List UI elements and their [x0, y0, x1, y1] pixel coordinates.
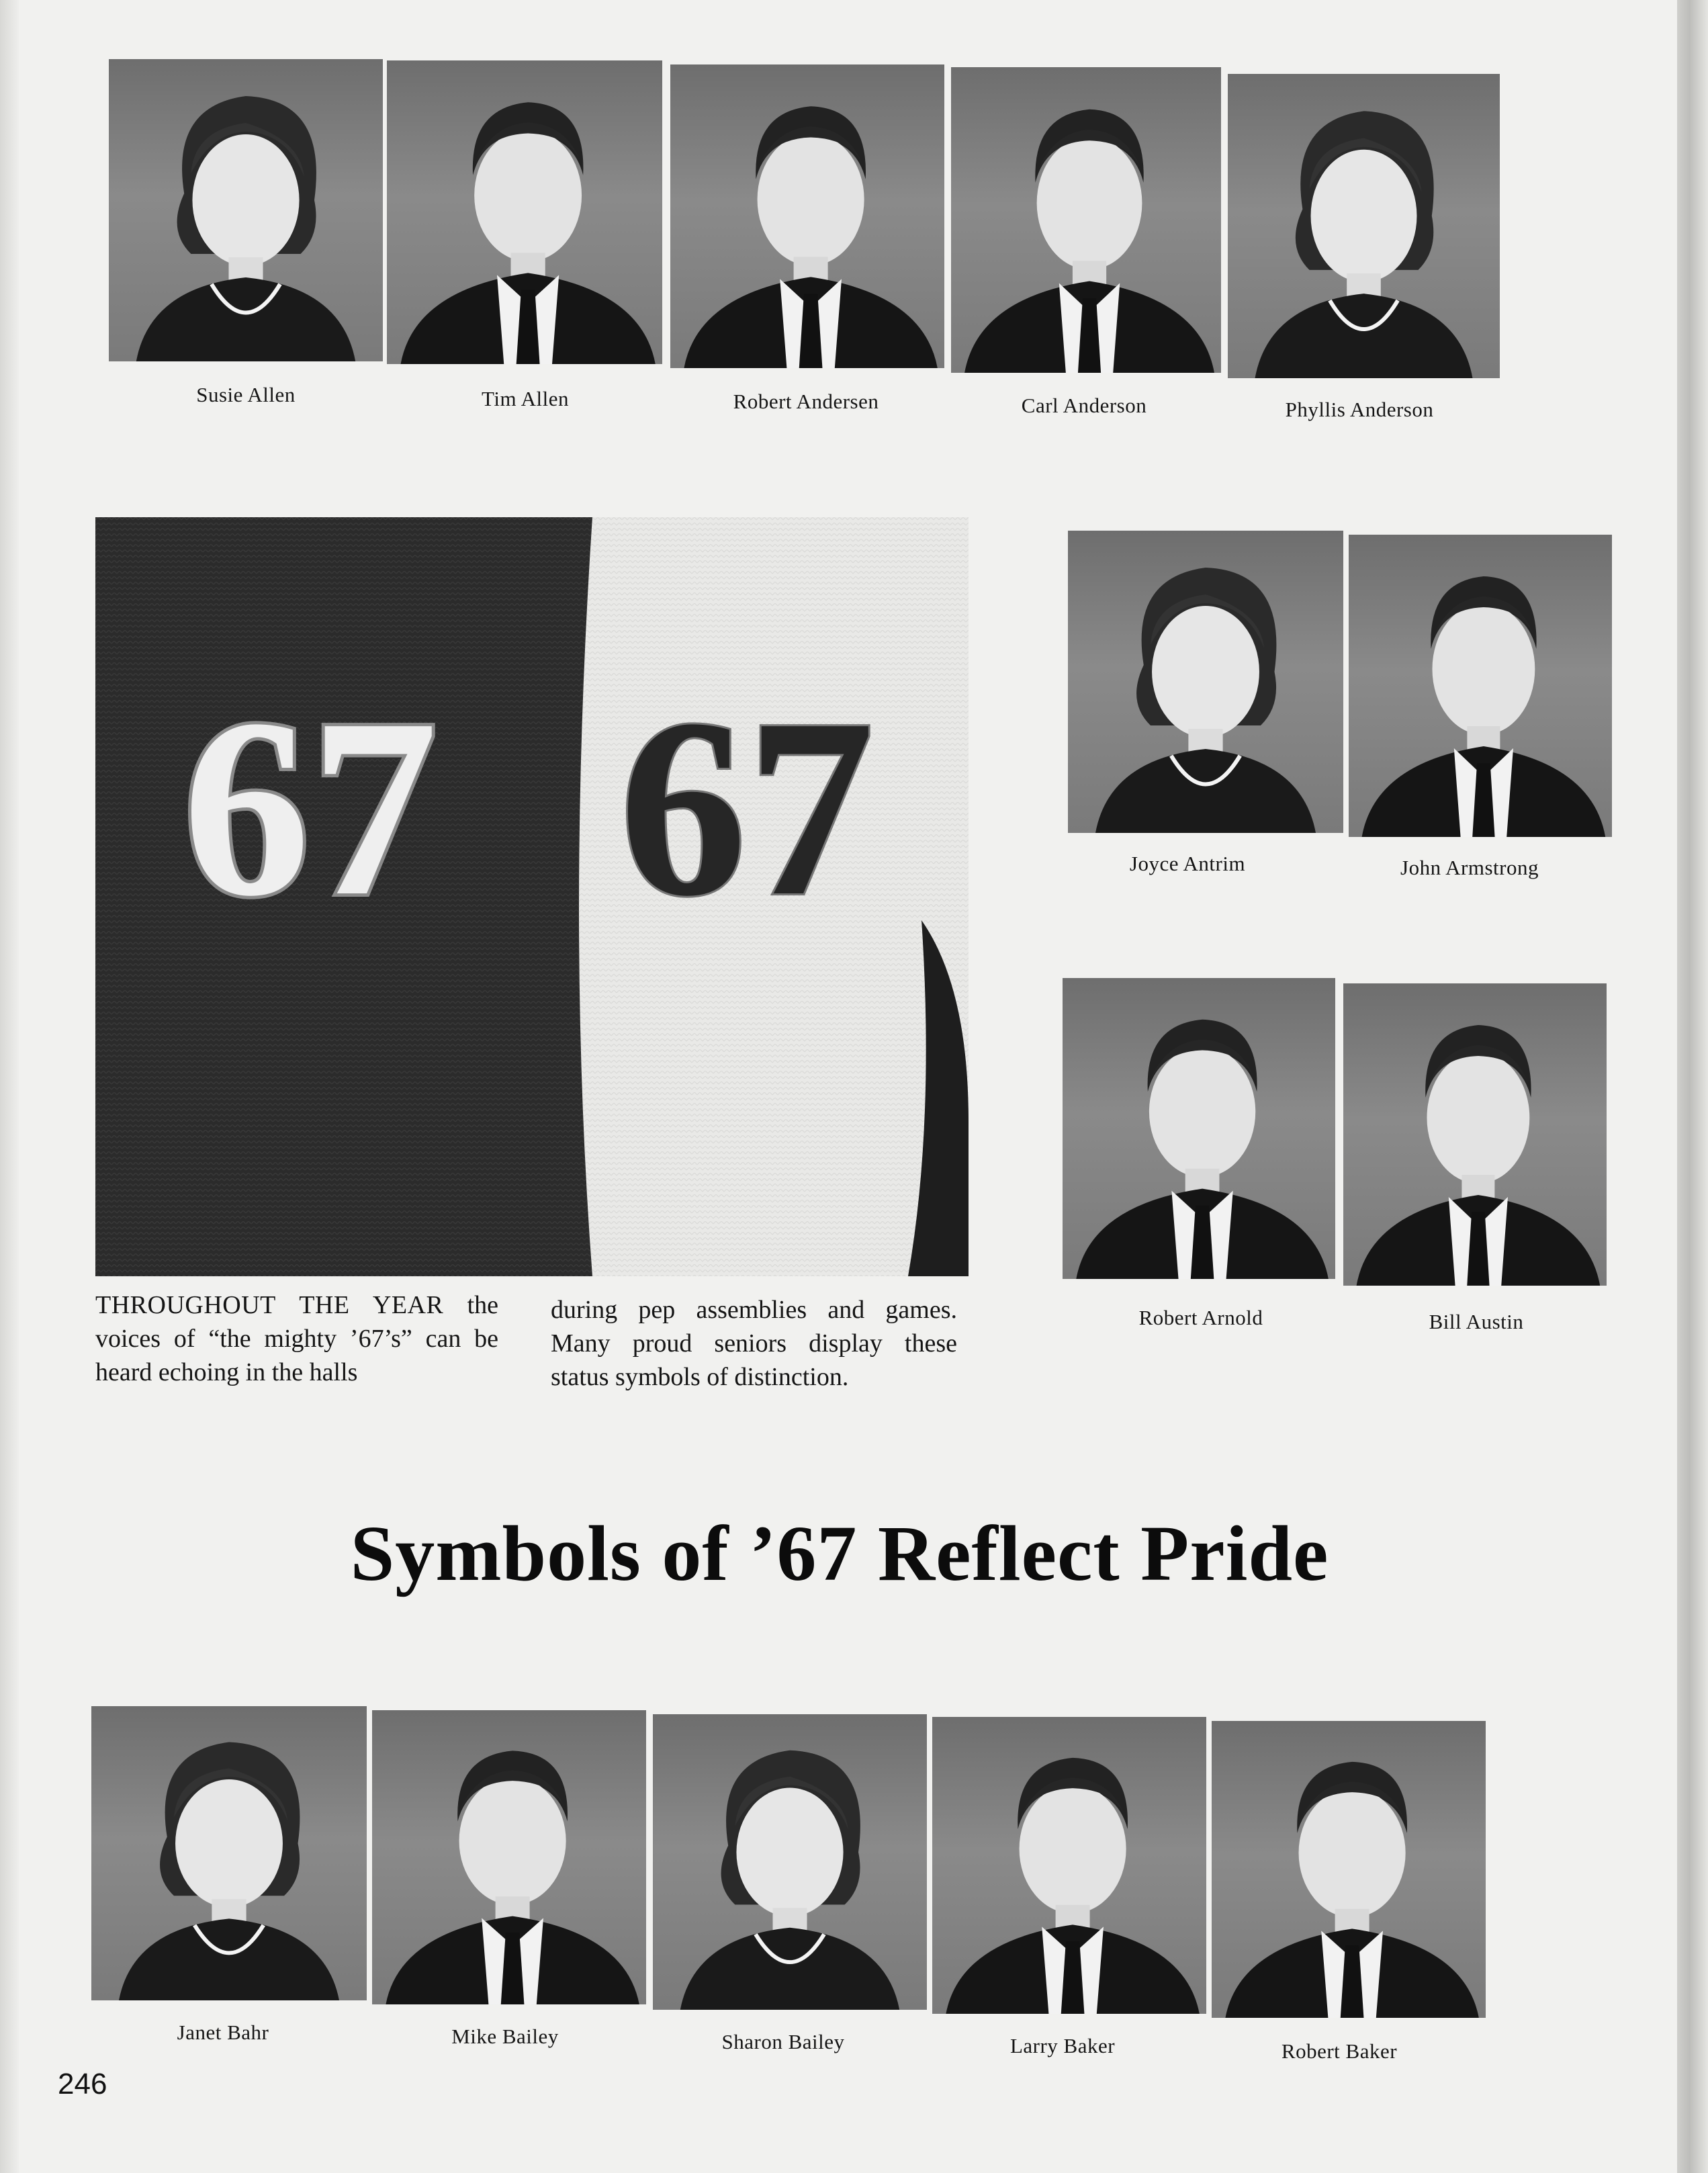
- left-number-67: 67: [183, 666, 438, 949]
- page-number: 246: [58, 2068, 107, 2100]
- name-tim-allen: Tim Allen: [482, 387, 569, 410]
- portrait-phyllis-anderson: [1228, 74, 1500, 378]
- name-sharon-bailey: Sharon Bailey: [721, 2030, 845, 2053]
- name-phyllis-anderson: Phyllis Anderson: [1285, 398, 1434, 421]
- caption-lead: THROUGHOUT THE YEAR: [95, 1291, 444, 1319]
- page-headline: Symbols of ’67 Reflect Pride: [350, 1509, 1329, 1597]
- name-joyce-antrim: Joyce Antrim: [1129, 852, 1246, 875]
- name-larry-baker: Larry Baker: [1009, 2034, 1116, 2057]
- name-robert-arnold: Robert Arnold: [1138, 1306, 1263, 1329]
- caption-column-2: during pep assemblies and games. Many proud seniors display these status symbols of distinction.: [551, 1296, 957, 1391]
- name-john-armstrong: John Armstrong: [1400, 856, 1539, 879]
- portrait-robert-baker: [1212, 1721, 1486, 2018]
- portrait-susie-allen: [109, 59, 383, 361]
- portrait-joyce-antrim: [1068, 531, 1343, 833]
- binding-shadow: [0, 0, 19, 2173]
- name-janet-bahr: Janet Bahr: [177, 2021, 269, 2044]
- portrait-carl-anderson: [951, 67, 1221, 373]
- name-robert-baker: Robert Baker: [1281, 2039, 1398, 2063]
- portrait-sharon-bailey: [653, 1714, 927, 2010]
- portrait-larry-baker: [932, 1717, 1206, 2014]
- caption-column-1: [95, 1288, 498, 1389]
- portrait-janet-bahr: [91, 1706, 367, 2000]
- page-edge: [1677, 0, 1708, 2173]
- right-number-67: 67: [619, 666, 874, 949]
- portrait-robert-andersen: [670, 64, 944, 368]
- caption-col1-text: the voices of “the mighty ’67’s” can be heard echoing in the halls: [95, 1291, 498, 1386]
- sweater-67-photo: [95, 517, 969, 1276]
- name-mike-bailey: Mike Bailey: [451, 2025, 559, 2048]
- portrait-robert-arnold: [1063, 978, 1335, 1279]
- portrait-bill-austin: [1343, 983, 1607, 1286]
- portrait-john-armstrong: [1349, 535, 1612, 837]
- name-bill-austin: Bill Austin: [1429, 1310, 1524, 1333]
- name-carl-anderson: Carl Anderson: [1021, 394, 1147, 417]
- portrait-tim-allen: [387, 60, 662, 364]
- name-susie-allen: Susie Allen: [196, 383, 296, 406]
- name-robert-andersen: Robert Andersen: [733, 390, 879, 413]
- portrait-mike-bailey: [372, 1710, 646, 2004]
